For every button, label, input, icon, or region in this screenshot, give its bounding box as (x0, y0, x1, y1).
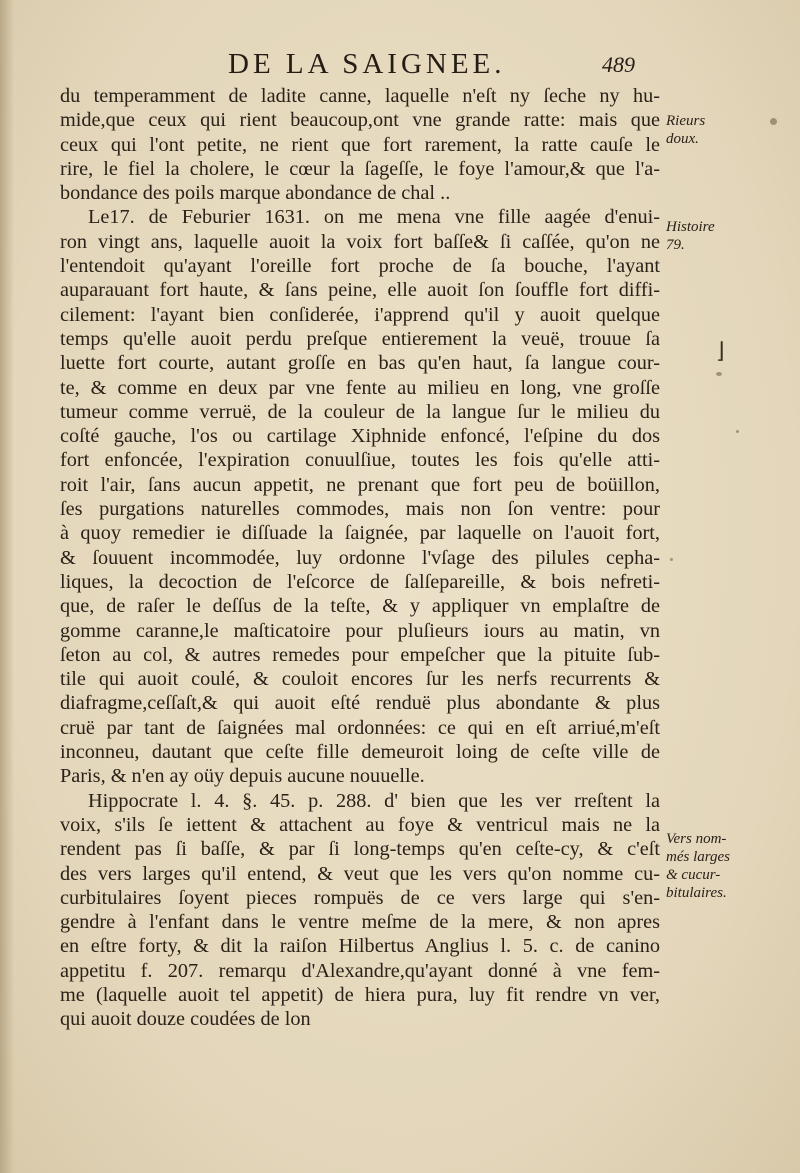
margin-note-line: doux. (666, 131, 699, 147)
text-line: roit l'air, ſans aucun appetit, ne prenant que fort peu de boüillon, (60, 473, 660, 496)
ink-speck (716, 372, 722, 376)
margin-note-line: & cucur- (666, 867, 721, 883)
margin-note-line: bitulaires. (666, 885, 727, 901)
text-line: tile qui auoit coulé, & couloit encores ſur les nerfs recurrents & (60, 668, 660, 691)
ink-speck (736, 430, 739, 433)
text-line: cilement: l'ayant bien conſiderée, i'apprend qu'il y auoit quelque (60, 303, 660, 326)
ink-speck (770, 118, 777, 125)
margin-note-line: més larges (666, 849, 731, 865)
text-line: Paris, & n'en ay oüy depuis aucune nouuelle. (60, 765, 425, 788)
text-line: Le17. de Feburier 1631. on me mena vne fille aagée d'enui- (88, 206, 660, 229)
body-text (60, 84, 660, 1032)
running-title: DE LA SAIGNEE. (228, 48, 506, 80)
text-line: cruë par tant de ſaignées mal ordonnées: ce qui en eſt arriué,m'eſt (60, 716, 660, 739)
margin-bracket-mark: ⌋ (716, 338, 725, 363)
page-gutter-shadow (0, 0, 14, 1173)
text-line: ron vingt ans, laquelle auoit la voix fort baſſe& ſi caſſée, qu'on ne (60, 230, 660, 253)
text-line: rendent pas ſi baſſe, & par ſi long-temps qu'en ceſte-cy, & c'eſt (60, 838, 660, 861)
margin-note-line: 79. (666, 237, 685, 253)
text-line: auparauant fort haute, & ſans peine, elle auoit ſon ſouffle fort diffi- (60, 279, 660, 302)
text-line: fort enfoncée, l'expiration conuulſiue, toutes les fois qu'elle atti- (60, 449, 660, 472)
margin-note-line: Rieurs (666, 113, 706, 129)
text-line: bondance des poils marque abondance de chal .. (60, 182, 451, 205)
text-line: du temperamment de ladite canne, laquelle n'eſt ny ſeche ny hu- (60, 85, 660, 107)
text-line: & ſouuent incommodée, luy ordonne l'vſage des pilules cepha- (60, 546, 660, 569)
text-line: luette fort courte, autant groſſe en bas qu'en haut, ſa langue cour- (60, 352, 660, 375)
text-line: te, & comme en deux par vne fente au milieu en long, vne groſſe (60, 376, 660, 399)
text-line: ſes purgations naturelles commodes, mais non ſon ventre: pour (60, 498, 660, 521)
text-line: ceux qui l'ont petite, ne rient que fort rarement, la ratte cauſe le (60, 133, 660, 156)
text-line: que, de raſer le deſſus de la teſte, & y appliquer vn emplaſtre de (60, 595, 660, 618)
ink-speck (670, 558, 673, 561)
text-line: qui auoit douze coudées de lon (60, 1008, 311, 1031)
text-line: l'entendoit qu'ayant l'oreille fort proche de ſa bouche, l'ayant (60, 255, 660, 278)
text-line: tumeur comme verruë, de la couleur de la langue ſur le milieu du (60, 400, 660, 423)
margin-note-line: Vers nom- (666, 831, 727, 847)
text-line: Hippocrate l. 4. §. 45. p. 288. d' bien que les ver rreſtent la (88, 789, 660, 812)
text-line: mide,que ceux qui rient beaucoup,ont vne grande ratte: mais que (60, 109, 660, 132)
margin-note-line: Histoire (666, 219, 715, 235)
text-line: curbitulaires ſoyent pieces rompuës de ce vers large qui s'en- (60, 886, 660, 909)
text-line: ſeton au col, & autres remedes pour empeſcher que la pituite ſub- (60, 643, 660, 666)
text-line: liques, la decoction de l'eſcorce de ſalſepareille, & bois nefreti- (60, 570, 660, 593)
text-line: à quoy remedier ie diſſuade la ſaignée, par laquelle on l'auoit fort, (60, 522, 660, 545)
text-line: gendre à l'enfant dans le ventre meſme de la mere, & non apres (60, 911, 660, 934)
text-line: en eſtre forty, & dit la raiſon Hilbertus Anglius l. 5. c. de canino (60, 935, 660, 958)
text-line: diafragme,ceſſaſt,& qui auoit eſté renduë plus abondante & plus (60, 692, 660, 715)
text-line: gomme caranne,le maſticatoire pour pluſieurs iours au matin, vn (60, 619, 660, 642)
text-line: voix, s'ils ſe iettent & attachent au foye & ventricul mais ne la (60, 813, 660, 836)
margin-note-histoire (666, 218, 746, 254)
text-line: me (laquelle auoit tel appetit) de hiera pura, luy fit rendre vn ver, (60, 983, 660, 1006)
text-line: appetitu f. 207. remarqu d'Alexandre,qu'ayant donné à vne fem- (60, 959, 660, 982)
page-header (0, 48, 800, 84)
text-line: temps qu'elle auoit perdu preſque entierement la veuë, trouue ſa (60, 327, 660, 350)
page-number: 489 (602, 52, 635, 77)
text-line: coſté gauche, l'os ou cartilage Xiphnide enfoncé, l'eſpine du dos (60, 425, 660, 448)
margin-note-rieurs (666, 112, 746, 148)
text-line: inconneu, dautant que ceſte fille demeuroit loing de ceſte ville de (60, 741, 660, 764)
text-line: rire, le fiel la cholere, le cœur la ſageſſe, le foye l'amour,& que l'a- (60, 157, 660, 180)
margin-note-vers (666, 830, 746, 902)
text-line: des vers larges qu'il entend, & veut que les vers qu'on nomme cu- (60, 862, 660, 885)
